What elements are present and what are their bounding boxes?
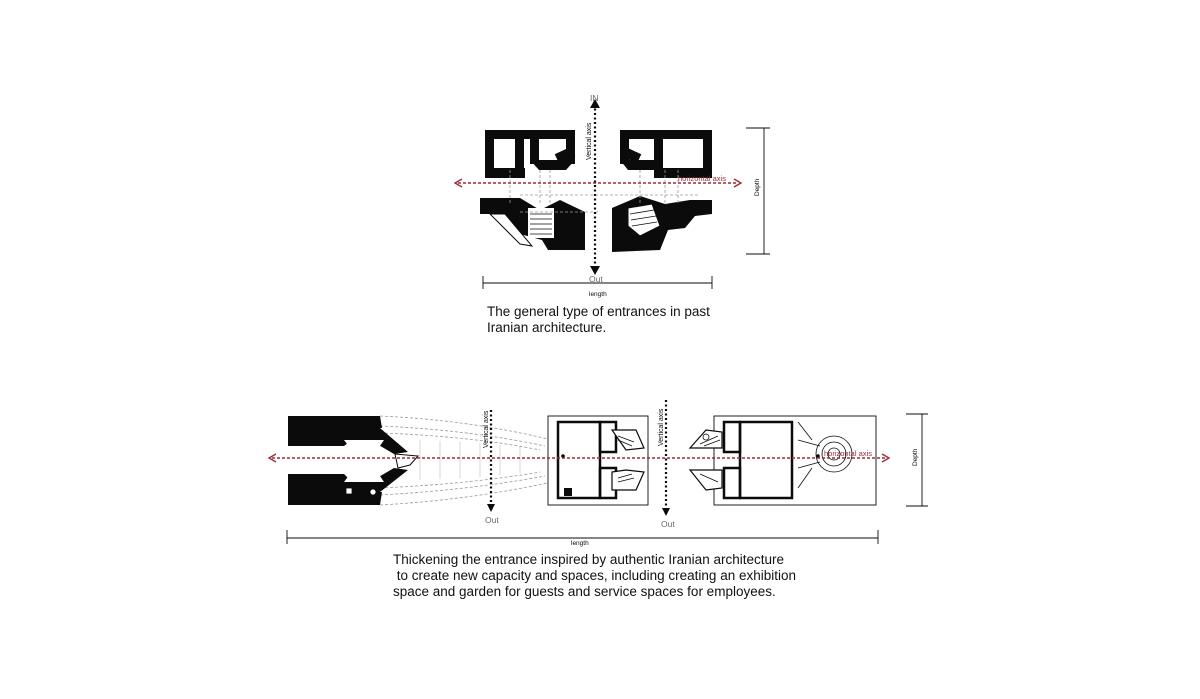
bottom-vertical-axis-label-2: Vertical axis bbox=[658, 408, 665, 446]
caption-bottom-line-3: space and garden for guests and service spaces for employees. bbox=[393, 584, 776, 599]
right-wing-plan bbox=[612, 130, 712, 252]
bottom-out-label-1: Out bbox=[485, 515, 499, 525]
left-service-block bbox=[288, 416, 418, 505]
caption-thickened-entrance bbox=[393, 552, 796, 600]
top-depth-label: Depth bbox=[754, 178, 761, 196]
pavilion-right bbox=[690, 416, 876, 505]
thickened-entrance-plan bbox=[269, 400, 928, 547]
top-length-label: length bbox=[589, 291, 607, 298]
bottom-length-label: length bbox=[571, 540, 589, 547]
caption-top-line-1: The general type of entrances in past bbox=[487, 304, 710, 319]
caption-traditional-entrance bbox=[487, 304, 710, 336]
top-horizontal-axis-label: horizontal axis bbox=[678, 174, 726, 183]
bottom-vertical-axis-label-1: Vertical axis bbox=[483, 410, 490, 448]
bottom-horizontal-axis-label: horizontal axis bbox=[824, 449, 872, 458]
funnel-hatch bbox=[420, 440, 520, 480]
traditional-entrance-plan bbox=[455, 93, 770, 298]
pavilion-left bbox=[548, 416, 648, 505]
bottom-out-label-2: Out bbox=[661, 519, 675, 529]
caption-top-line-2: Iranian architecture. bbox=[487, 320, 607, 335]
left-wing-plan bbox=[480, 130, 585, 250]
caption-bottom-line-2: to create new capacity and spaces, including creating an exhibition bbox=[393, 568, 796, 583]
bottom-depth-label: Depth bbox=[912, 448, 919, 466]
top-in-label: IN bbox=[590, 93, 599, 103]
top-out-label: Out bbox=[589, 274, 603, 284]
caption-bottom-line-1: Thickening the entrance inspired by authentic Iranian architecture bbox=[393, 552, 784, 567]
top-vertical-axis-label: Vertical axis bbox=[586, 122, 593, 160]
